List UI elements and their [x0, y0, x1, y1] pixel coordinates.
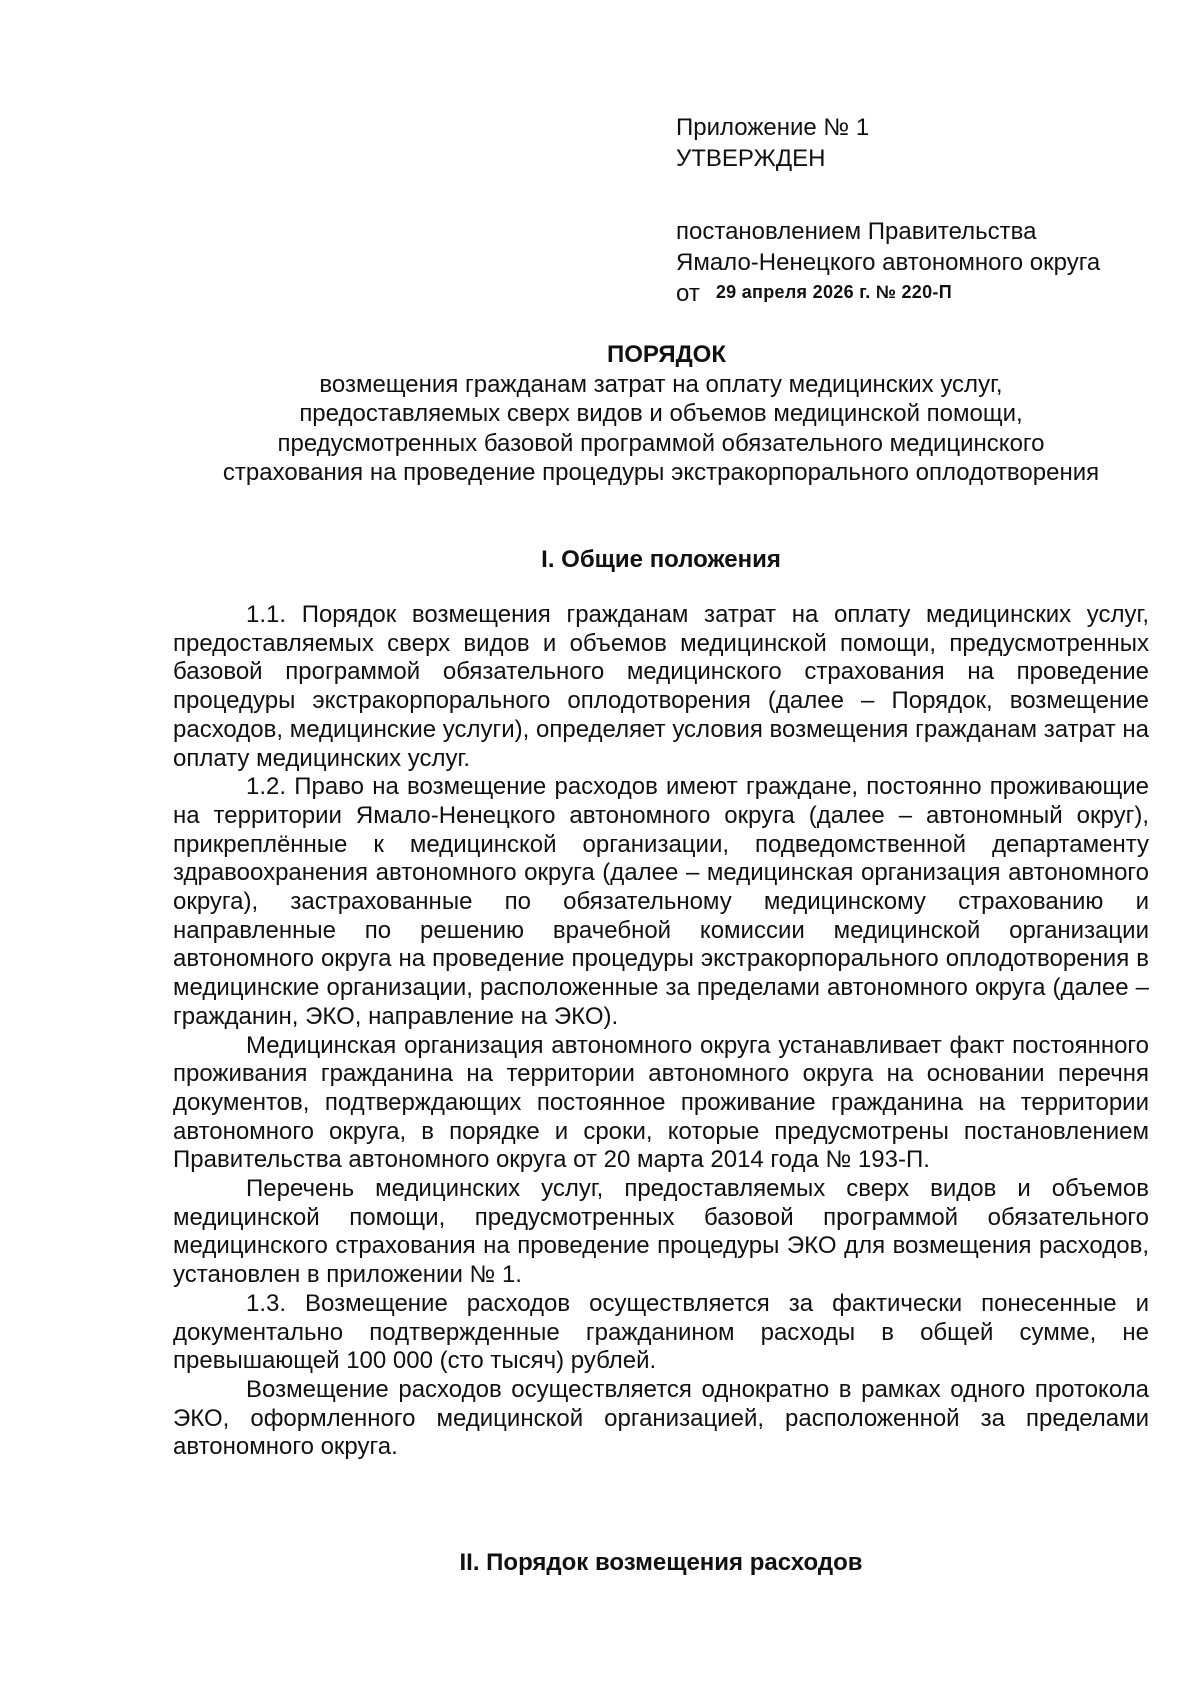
- approved-label: УТВЕРЖДЕН: [676, 145, 826, 172]
- appendix-number: Приложение № 1: [676, 114, 870, 141]
- title-line: страхования на проведение процедуры экстракорпорального оплодотворения: [222, 459, 1100, 486]
- paragraph: Медицинская организация автономного округа устанавливает факт постоянного проживания гражданина на территории автономного округа на основании перечня документов, подтверждающих постоянное проживание гражданина на территории автономного округа, в порядке и сроки, которые предусмотрены постановлением Правительства автономного округа от 20 марта 2014 года № 193-П.: [173, 1031, 1149, 1174]
- paragraph: 1.3. Возмещение расходов осуществляется за фактически понесенные и документально подтвержденные гражданином расходы в общей сумме, не превышающей 100 000 (сто тысяч) рублей.: [173, 1289, 1149, 1375]
- paragraph: Перечень медицинских услуг, предоставляемых сверх видов и объемов медицинской помощи, предусмотренных базовой программой обязательного медицинского страхования на проведение процедуры ЭКО для возмещения расходов, установлен в приложении № 1.: [173, 1175, 1149, 1289]
- approval-authority-region: Ямало-Ненецкого автономного округа: [676, 249, 1101, 276]
- document-title: [173, 340, 1149, 488]
- approval-authority: постановлением Правительства: [676, 218, 1037, 245]
- paragraph: 1.1. Порядок возмещения гражданам затрат на оплату медицинских услуг, предоставляемых сверх видов и объемов медицинской помощи, предусмотренных базовой программой обязательного медицинского страхования на проведение процедуры экстракорпорального оплодотворения (далее – Порядок, возмещение расходов, медицинские услуги), определяет условия возмещения гражданам затрат на оплату медицинских услуг.: [173, 601, 1149, 772]
- section-body: [173, 601, 1149, 1462]
- spacer: [676, 174, 1156, 216]
- paragraph: 1.2. Право на возмещение расходов имеют граждане, постоянно проживающие на территории Ямало-Ненецкого автономного округа (далее – автономный округ), прикреплённые к медицинской организации, подведомственной департаменту здравоохранения автономного округа (далее – медицинская организация автономного округа), застрахованные по обязательному медицинскому страхованию и направленные по решению врачебной комиссии медицинской организации автономного округа на проведение процедуры экстракорпорального оплодотворения в медицинские организации, расположенные за пределами автономного округа (далее – гражданин, ЭКО, направление на ЭКО).: [173, 773, 1149, 1030]
- title-line: предусмотренных базовой программой обязательного медицинского: [277, 429, 1045, 457]
- title-heading: ПОРЯДОК: [607, 341, 726, 368]
- paragraph: Возмещение расходов осуществляется однократно в рамках одного протокола ЭКО, оформленного медицинской организацией, расположенной за пределами автономного округа.: [173, 1375, 1149, 1461]
- title-line: возмещения гражданам затрат на оплату медицинских услуг,: [319, 370, 1003, 398]
- date-prefix: от: [676, 280, 700, 307]
- approval-date-line: [676, 278, 1156, 311]
- section-heading-procedure: II. Порядок возмещения расходов: [459, 1549, 863, 1576]
- section-heading-general: I. Общие положения: [541, 546, 781, 573]
- approval-date: 29 апреля 2026 г. № 220-П: [715, 282, 952, 302]
- title-line: предоставляемых сверх видов и объемов медицинской помощи,: [299, 400, 1023, 427]
- approval-block: [676, 112, 1156, 311]
